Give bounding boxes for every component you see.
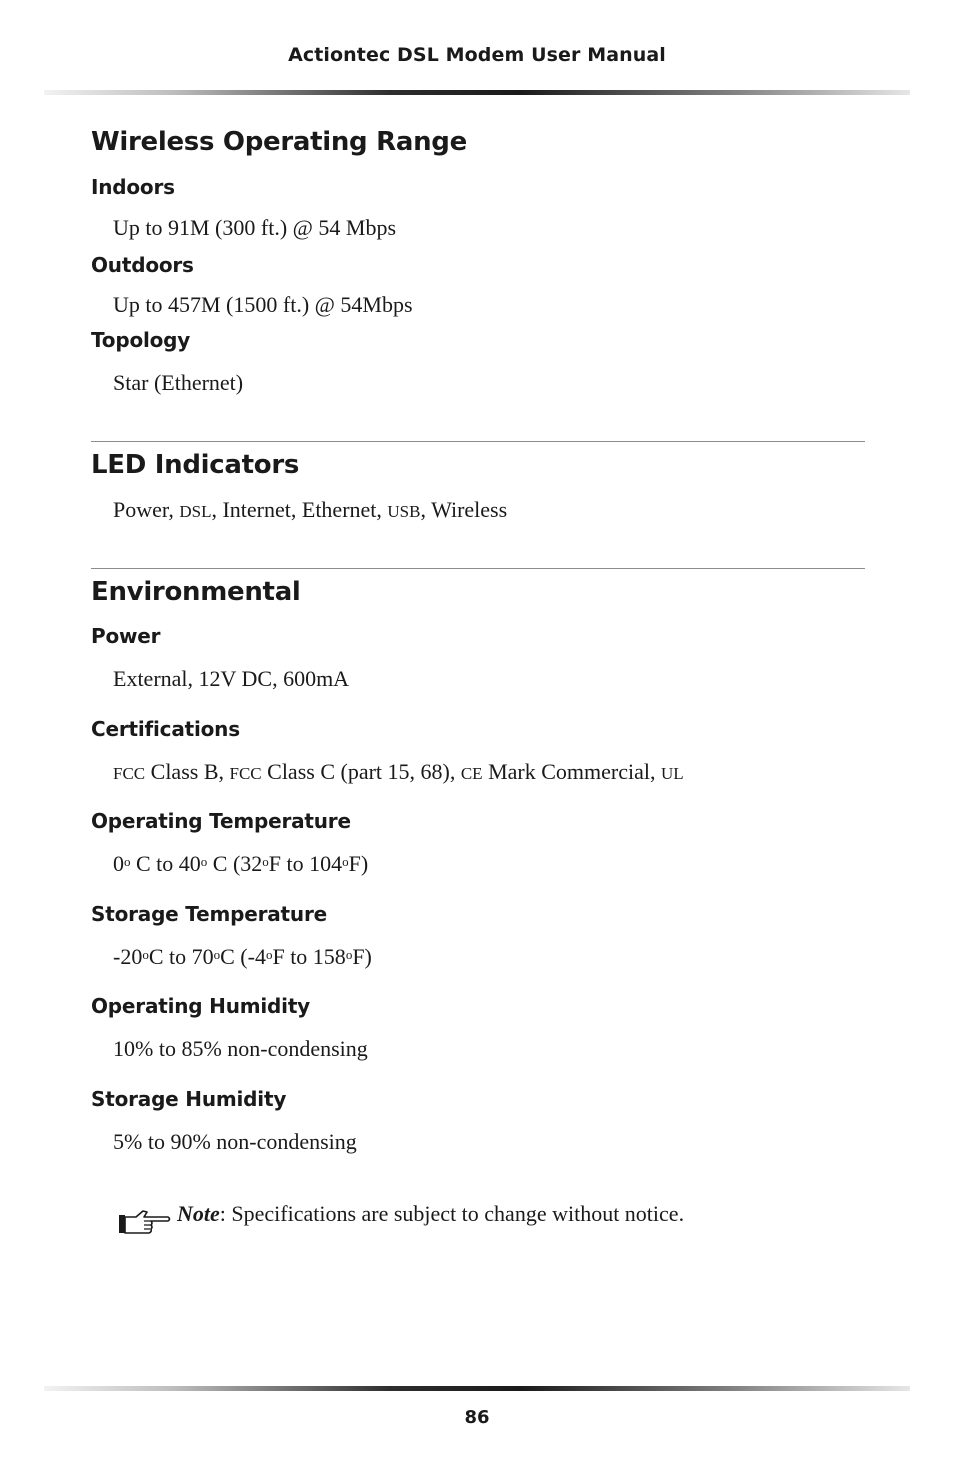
label-outdoors: Outdoors [91, 253, 194, 277]
value-indoors: Up to 91M (300 ft.) @ 54 Mbps [113, 215, 397, 240]
section-title-led: LED Indicators [91, 450, 300, 480]
value-power: External, 12V DC, 600mA [113, 666, 350, 691]
label-operating-temperature: Operating Temperature [91, 809, 351, 833]
label-storage-temperature: Storage Temperature [91, 902, 327, 926]
label-indoors: Indoors [91, 175, 175, 199]
value-certifications: FCC Class B, FCC Class C (part 15, 68), CE Mark Commercial, UL [113, 759, 684, 784]
value-topology: Star (Ethernet) [113, 370, 244, 395]
value-storage-humidity: 5% to 90% non-condensing [113, 1129, 357, 1154]
section-title-wireless: Wireless Operating Range [91, 127, 467, 157]
section-divider [91, 568, 865, 569]
value-storage-temperature: -20$^o$C to 70$^o$C (-4$^o$F to 158$^o$F) [113, 944, 372, 969]
label-topology: Topology [91, 328, 191, 352]
value-operating-humidity: 10% to 85% non-condensing [113, 1036, 368, 1061]
label-operating-humidity: Operating Humidity [91, 994, 311, 1018]
footer-rule [44, 1386, 910, 1391]
label-certifications: Certifications [91, 717, 240, 741]
pointing-hand-icon [116, 1206, 172, 1236]
header-rule [44, 90, 910, 95]
value-outdoors: Up to 457M (1500 ft.) @ 54Mbps [113, 292, 413, 317]
page-number: 86 [464, 1407, 490, 1428]
section-title-environmental: Environmental [91, 577, 301, 607]
value-led-list: Power, DSL, Internet, Ethernet, USB, Wireless [113, 497, 508, 522]
label-storage-humidity: Storage Humidity [91, 1087, 287, 1111]
manual-title: Actiontec DSL Modem User Manual [288, 44, 666, 66]
value-operating-temperature: 0$^o$ C to 40$^o$ C (32$^o$F to 104$^o$F) [113, 851, 369, 876]
label-power: Power [91, 624, 161, 648]
note-text: Note: Specifications are subject to change without notice. [177, 1201, 685, 1226]
section-divider [91, 441, 865, 442]
